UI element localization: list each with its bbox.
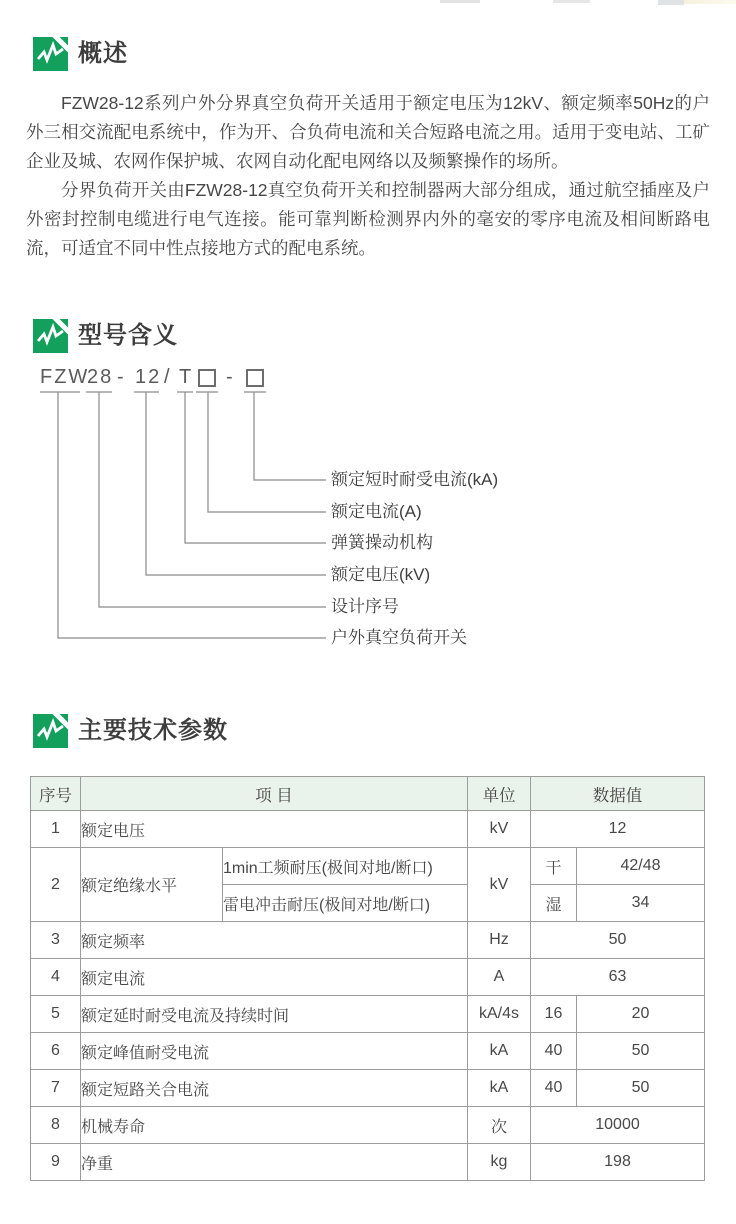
cell-value: 63 (531, 959, 705, 996)
cell-unit: kV (468, 811, 531, 848)
section-title-parameters: 主要技术参数 (78, 717, 228, 744)
top-artifact-warm-strip (684, 0, 736, 4)
section-header-parameters (0, 713, 736, 748)
cell-no: 3 (31, 922, 81, 959)
cell-no: 9 (31, 1144, 81, 1181)
cell-value-b: 50 (577, 1033, 705, 1070)
cell-value-a: 40 (531, 1033, 577, 1070)
cell-value: 12 (531, 811, 705, 848)
placeholder-box-withstand (246, 369, 264, 387)
pulse-icon (33, 714, 68, 748)
top-artifact-strip (440, 0, 480, 3)
section-header-model (0, 318, 736, 353)
table-row (31, 1033, 705, 1070)
cell-unit: kA/4s (468, 996, 531, 1033)
table-row (31, 1107, 705, 1144)
table-row (31, 959, 705, 996)
diagram-label-rated-voltage: 额定电压(kV) (331, 565, 431, 584)
overview-paragraph-2: 分界负荷开关由FZW28-12真空负荷开关和控制器两大部分组成，通过航空插座及户外密封控制电缆进行电气连接。能可靠判断检测界内外的毫安的零序电流及相间断路电流，可适宜不同中性点接地方式的配电系统。 (26, 180, 710, 258)
code-slash: / (164, 366, 172, 388)
cell-no: 2 (31, 848, 81, 922)
cell-unit: Hz (468, 922, 531, 959)
code-dash: - (226, 366, 235, 388)
cell-no: 6 (31, 1033, 81, 1070)
section-parameters (0, 713, 736, 1181)
table-row (31, 1144, 705, 1181)
section-title-model: 型号含义 (78, 322, 178, 349)
parameters-table (30, 776, 705, 1181)
cell-unit: kV (468, 848, 531, 922)
cell-value-b: 20 (577, 996, 705, 1033)
table-row (31, 1070, 705, 1107)
cell-unit: 次 (468, 1107, 531, 1144)
header-value: 数据值 (531, 777, 705, 811)
cell-value: 10000 (531, 1107, 705, 1144)
table-header-row (31, 777, 705, 811)
top-artifact-strip (553, 0, 590, 3)
cell-item: 额定频率 (81, 922, 468, 959)
header-item: 项 目 (81, 777, 468, 811)
cell-value: 50 (531, 922, 705, 959)
section-header-overview (0, 36, 736, 71)
cell-no: 7 (31, 1070, 81, 1107)
cell-value: 42/48 (577, 848, 705, 885)
cell-condition: 湿 (531, 885, 577, 922)
table-row (31, 922, 705, 959)
pulse-icon (33, 319, 68, 353)
cell-sub-item: 雷电冲击耐压(极间对地/断口) (223, 885, 468, 922)
code-voltage: 12 (135, 366, 162, 388)
diagram-label-design-serial: 设计序号 (331, 597, 399, 616)
placeholder-box-current (198, 369, 216, 387)
cell-item: 净重 (81, 1144, 468, 1181)
cell-sub-item: 1min工频耐压(极间对地/断口) (223, 848, 468, 885)
code-design-no: 28 (87, 366, 114, 388)
cell-value-a: 40 (531, 1070, 577, 1107)
cell-unit: kA (468, 1033, 531, 1070)
code-dash: - (117, 366, 126, 388)
cell-unit: kg (468, 1144, 531, 1181)
cell-value: 34 (577, 885, 705, 922)
cell-item: 额定绝缘水平 (81, 848, 223, 922)
cell-unit: A (468, 959, 531, 996)
cell-condition: 干 (531, 848, 577, 885)
table-row (31, 848, 705, 885)
overview-paragraph-1: FZW28-12系列户外分界真空负荷开关适用于额定电压为12kV、额定频率50Hz的户外三相交流配电系统中，作为开、合负荷电流和关合短路电流之用。适用于变电站、工矿企业及城、农网作保护城、农网自动化配电网络以及频繁操作的场所。 (26, 93, 710, 171)
section-title-overview: 概述 (78, 40, 128, 67)
section-overview (0, 36, 736, 263)
diagram-label-spring-mechanism: 弹簧操动机构 (331, 533, 433, 552)
diagram-label-short-time-current: 额定短时耐受电流(kA) (331, 470, 499, 489)
cell-item: 机械寿命 (81, 1107, 468, 1144)
cell-no: 4 (31, 959, 81, 996)
diagram-label-outdoor-switch: 户外真空负荷开关 (331, 628, 467, 647)
diagram-label-rated-current: 额定电流(A) (331, 502, 422, 521)
section-model-meaning (0, 318, 736, 662)
cell-item: 额定峰值耐受电流 (81, 1033, 468, 1070)
cell-value-a: 16 (531, 996, 577, 1033)
cell-value: 198 (531, 1144, 705, 1181)
cell-item: 额定短路关合电流 (81, 1070, 468, 1107)
cell-no: 8 (31, 1107, 81, 1144)
header-no: 序号 (31, 777, 81, 811)
cell-unit: kA (468, 1070, 531, 1107)
cell-value-b: 50 (577, 1070, 705, 1107)
cell-no: 5 (31, 996, 81, 1033)
top-artifact-blob (658, 0, 684, 5)
table-row (31, 811, 705, 848)
table-row (31, 996, 705, 1033)
header-unit: 单位 (468, 777, 531, 811)
code-series: FZW (40, 366, 90, 388)
cell-no: 1 (31, 811, 81, 848)
model-code-diagram (0, 362, 736, 662)
cell-item: 额定电流 (81, 959, 468, 996)
code-mechanism: T (179, 366, 194, 388)
cell-item: 额定延时耐受电流及持续时间 (81, 996, 468, 1033)
pulse-icon (33, 37, 68, 71)
cell-item: 额定电压 (81, 811, 468, 848)
